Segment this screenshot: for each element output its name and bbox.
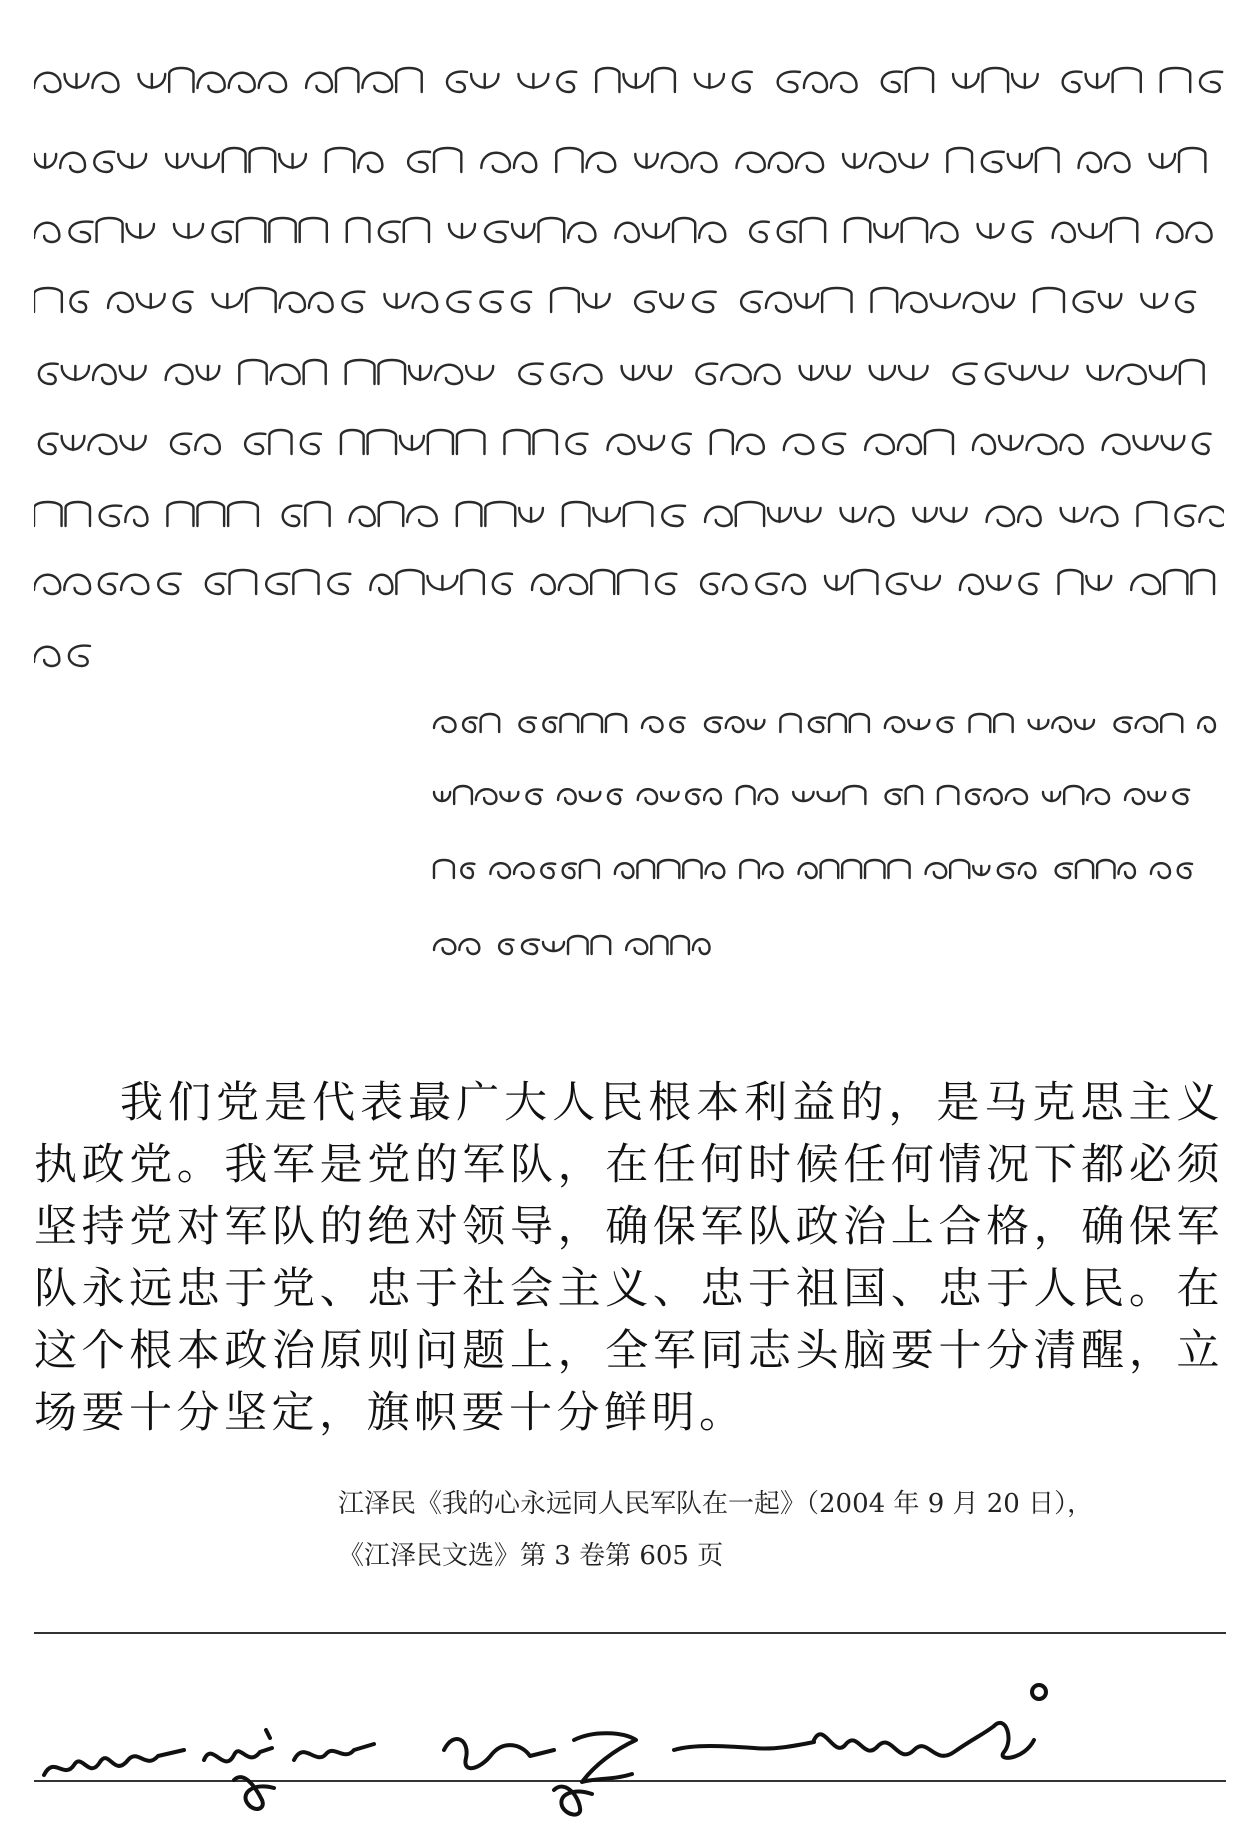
citation-line-1: 江泽民《我的心永远同人民军队在一起》（2004 年 9 月 20 日）， [338,1489,1094,1519]
chinese-paragraph: 我们党是代表最广大人民根本利益的，是马克思主义执政党。我军是党的军队，在任何时候任何情况下都必须坚持党对军队的绝对领导，确保军队政治上合格，确保军队永远忠于党、忠于社会主义、忠于祖国、忠于人民。在这个根本政治原则问题上，全军同志头脑要十分清醒，立场要十分坚定，旗帜要十分鲜明。 [34,1078,1224,1438]
citation-line-2: 《江泽民文选》第 3 卷第 605 页 [338,1541,724,1571]
top-rule [34,1632,1226,1634]
chinese-source-citation [338,1478,1228,1582]
tai-script-paragraph [34,40,1224,1045]
tai-script-text-icon [34,40,1224,1040]
handwritten-signature-icon [34,1670,1184,1820]
